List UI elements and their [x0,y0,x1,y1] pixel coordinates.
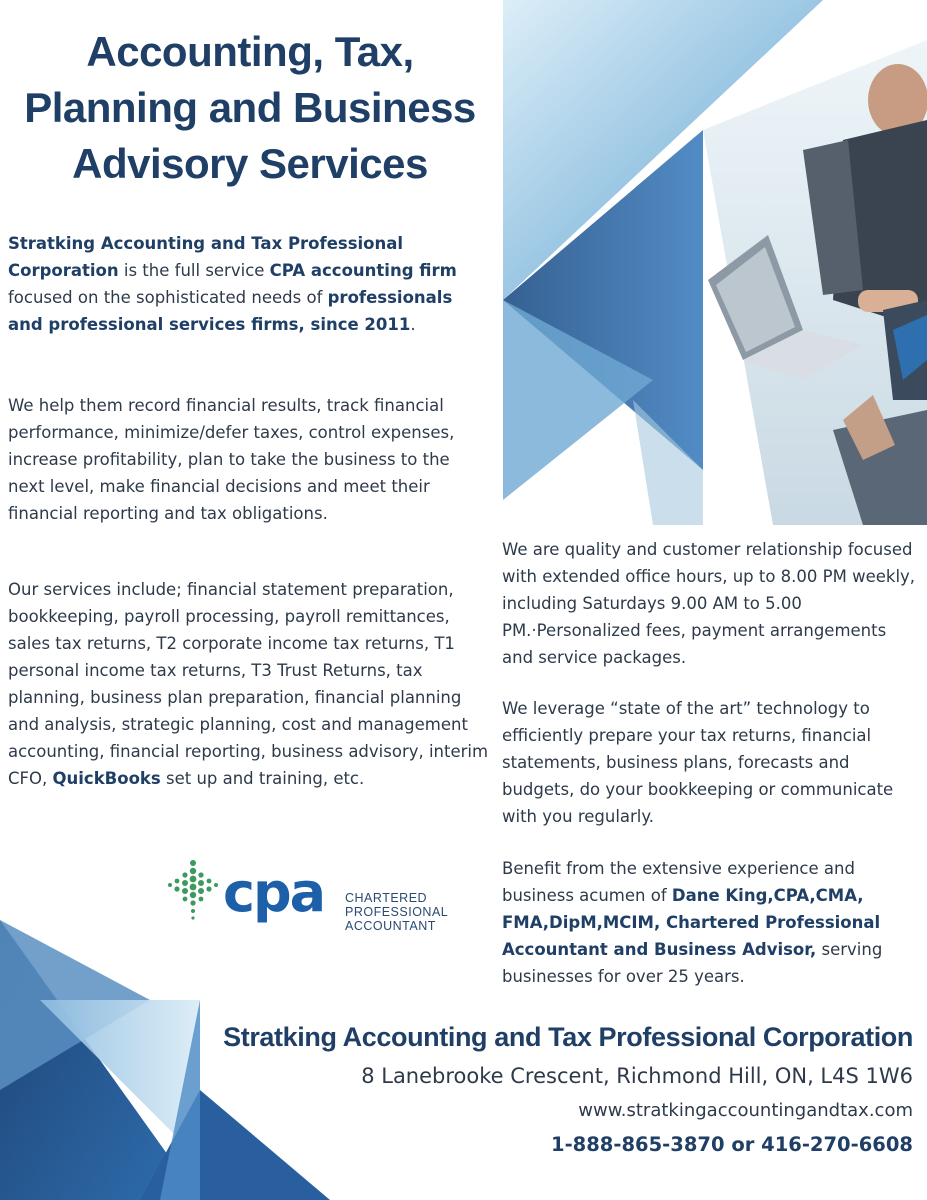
cpa-line-3: ACCOUNTANT [345,919,436,933]
quickbooks-highlight: QuickBooks [52,769,161,788]
intro-paragraph [8,230,488,338]
title-line-3: Advisory Services [72,140,428,187]
cpa-wordmark: cpa [223,861,325,924]
cpa-line-1: CHARTERED [345,891,428,905]
intro-text-2: focused on the sophisticated needs of [8,288,328,307]
intro-firm-type: CPA accounting firm [269,261,457,280]
intro-text-1: is the full service [118,261,270,280]
cpa-line-2: PROFESSIONAL [345,905,449,919]
title-line-1: Accounting, Tax, [86,28,414,75]
maple-leaf-icon [165,857,221,923]
footer-firm-name: Stratking Accounting and Tax Professional Corporation [223,1022,913,1052]
intro-firm-name: Stratking Accounting and Tax Professional Corporation [8,234,404,280]
intro-text-3: . [410,315,416,334]
footer-address: 8 Lanebrooke Crescent, Richmond Hill, ON, L4S 1W6 [361,1064,913,1088]
footer-website-link[interactable]: www.stratkingaccountingandtax.com [578,1100,913,1121]
technology-paragraph: We leverage “state of the art” technology to efficiently prepare your tax returns, financial statements, business plans, forecasts and budgets, do your bookkeeping or communicate with you regularly. [502,699,894,826]
cpa-logo [165,855,465,945]
services-paragraph [8,576,493,792]
benefit-paragraph [502,855,922,990]
services-text-1: Our services include; financial statement preparation, bookkeeping, payroll processing, payroll remittances, sales tax returns, T2 corporate income tax returns, T1 personal income tax returns, T3 Trust Returns, tax planning, business plan preparation, financial planning and analysis, strategic planning, cost and management accounting, financial reporting, business advisory, interim CFO, [8,580,489,788]
quality-paragraph: We are quality and customer relationship focused with extended office hours, up to 8.00 PM weekly, including Saturdays 9.00 AM to 5.00 PM.·Personalized fees, payment arrangements and service packages. [502,540,916,667]
footer-phone: 1-888-865-3870 or 416-270-6608 [551,1133,913,1156]
page-title [0,24,500,192]
hero-image [503,0,927,525]
benefit-person: Dane King,CPA,CMA, FMA,DipM,MCIM, Chartered Professional Accountant and Business Advisor, [502,886,881,959]
services-text-2: set up and training, etc. [160,769,365,788]
benefit-text-2: serving businesses for over 25 years. [502,940,883,986]
intro-clients: professionals and professional services firms, since 2011 [8,288,453,334]
help-paragraph: We help them record financial results, track financial performance, minimize/defer taxes, control expenses, increase profitability, plan to take the business to the next level, make financial decisions and meet their financial reporting and tax obligations. [8,396,455,523]
benefit-text-1: Benefit from the extensive experience and business acumen of [502,859,855,905]
cpa-descriptor [345,891,448,933]
title-line-2: Planning and Business [24,84,476,131]
